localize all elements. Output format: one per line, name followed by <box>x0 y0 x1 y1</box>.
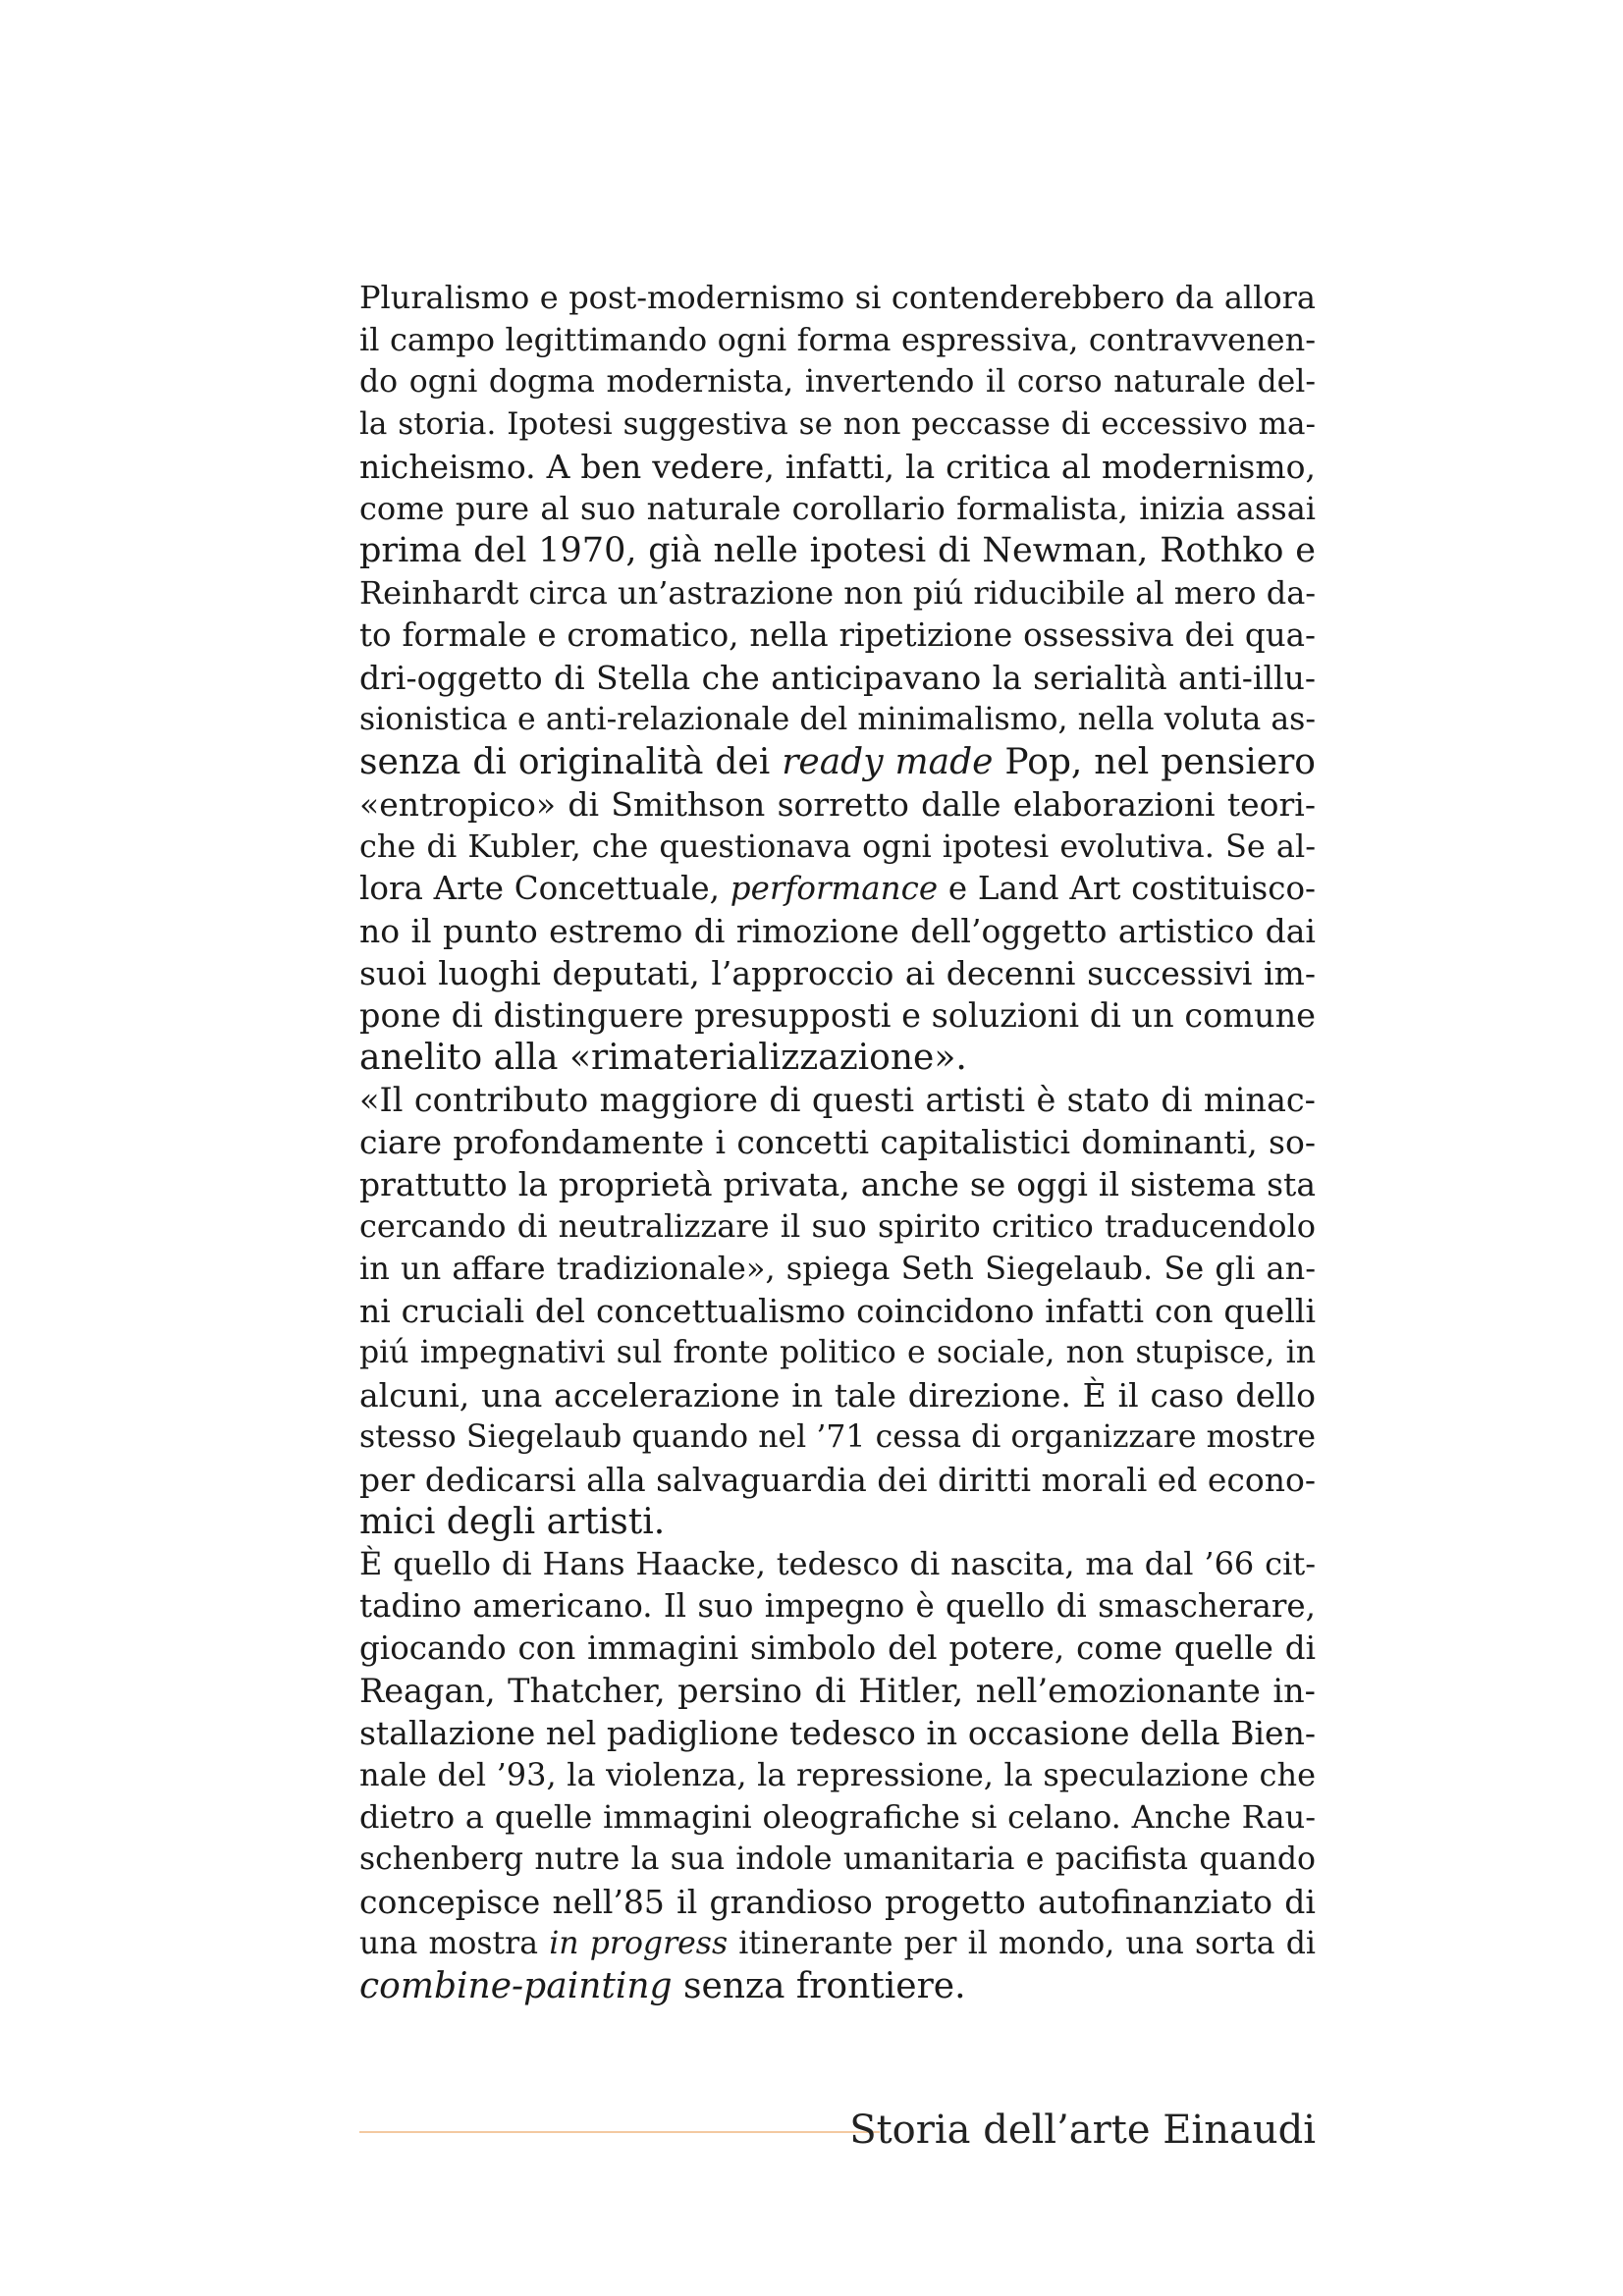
text-line <box>359 1416 1316 1459</box>
italic-term: ready made <box>782 742 994 782</box>
text-line <box>359 826 1316 868</box>
text-segment: lora Arte Concettuale, <box>359 870 730 907</box>
text-segment: e Land Art costituisco- <box>938 870 1316 907</box>
text-segment: no il punto estremo di rimozione dell’oggetto artistico dai <box>359 912 1316 950</box>
text-segment: suoi luoghi deputati, l’approccio ai decenni successivi im- <box>359 954 1316 992</box>
text-line <box>359 657 1316 699</box>
text-segment: stallazione nel padiglione tedesco in occasione della Bien- <box>359 1714 1316 1752</box>
text-segment: prattutto la proprietà privata, anche se oggi il sistema sta <box>359 1165 1316 1203</box>
text-line <box>359 1965 1316 2007</box>
text-segment: che di Kubler, che questionava ogni ipotesi evolutiva. Se al- <box>359 828 1316 865</box>
text-line <box>359 1712 1316 1754</box>
text-line <box>359 1332 1316 1374</box>
text-line <box>359 361 1316 403</box>
text-line <box>359 699 1316 741</box>
text-line <box>359 783 1316 826</box>
text-line <box>359 1121 1316 1163</box>
text-segment: giocando con immagini simbolo del potere, come quelle di <box>359 1629 1316 1667</box>
text-line <box>359 952 1316 994</box>
text-segment: ciare profondamente i concetti capitalistici dominanti, so- <box>359 1123 1316 1161</box>
text-segment: tadino americano. Il suo impegno è quello di smascherare, <box>359 1587 1316 1625</box>
text-line <box>359 1079 1316 1121</box>
page-footer <box>359 2101 1316 2160</box>
text-segment: Reinhardt circa un’astrazione non piú riducibile al mero da- <box>359 574 1317 612</box>
text-segment: schenberg nutre la sua indole umanitaria e pacifista quando <box>359 1842 1316 1877</box>
text-segment: È quello di Hans Haacke, tedesco di nascita, ma dal ’66 cit- <box>359 1545 1316 1582</box>
text-line <box>359 277 1316 319</box>
text-line <box>359 1585 1316 1628</box>
text-segment: il campo legittimando ogni forma espressiva, contravvenen- <box>359 321 1316 358</box>
text-line <box>359 1290 1316 1332</box>
text-segment: «Il contributo maggiore di questi artisti è stato di minac- <box>359 1081 1316 1119</box>
text-line <box>359 910 1316 952</box>
text-segment: prima del 1970, già nelle ipotesi di Newman, Rothko e <box>359 531 1316 570</box>
text-segment: Pop, nel pensiero <box>993 742 1316 782</box>
italic-term: combine-painting <box>359 1966 673 2006</box>
text-segment: stesso Siegelaub quando nel ’71 cessa di organizzare mostre <box>359 1419 1316 1455</box>
text-line <box>359 488 1316 530</box>
text-line <box>359 1628 1316 1670</box>
text-segment: la storia. Ipotesi suggestiva se non peccasse di eccessivo ma- <box>359 406 1316 442</box>
text-line <box>359 1670 1316 1712</box>
text-segment: Reagan, Thatcher, persino di Hitler, nell’emozionante in- <box>359 1672 1316 1710</box>
text-segment: ni cruciali del concettualismo coincidono infatti con quelli <box>359 1292 1316 1330</box>
text-line <box>359 868 1316 910</box>
text-segment: piú impegnativi sul fronte politico e sociale, non stupisce, in <box>359 1335 1316 1370</box>
text-segment: una mostra <box>359 1926 550 1961</box>
footer-rule <box>359 2131 880 2133</box>
text-line <box>359 319 1316 361</box>
text-line <box>359 1543 1316 1585</box>
text-segment: pone di distinguere presupposti e soluzioni di un comune <box>359 996 1316 1035</box>
text-segment: nale del ’93, la violenza, la repressione, la speculazione che <box>359 1756 1316 1793</box>
text-line <box>359 1248 1316 1290</box>
text-line <box>359 1501 1316 1543</box>
text-line <box>359 1374 1316 1416</box>
text-segment: per dedicarsi alla salvaguardia dei diritti morali ed econo- <box>359 1461 1317 1499</box>
text-segment: nicheismo. A ben vedere, infatti, la critica al modernismo, <box>359 448 1316 486</box>
text-line <box>359 614 1316 657</box>
text-line <box>359 1037 1316 1079</box>
text-line <box>359 403 1316 446</box>
text-segment: sionistica e anti-relazionale del minimalismo, nella voluta as- <box>359 702 1316 737</box>
text-line <box>359 1205 1316 1248</box>
text-line <box>359 1923 1316 1965</box>
text-line <box>359 741 1316 783</box>
text-line <box>359 1796 1316 1839</box>
text-line <box>359 1881 1316 1923</box>
text-segment: concepisce nell’85 il grandioso progetto autofinanziato di <box>359 1883 1316 1921</box>
text-line <box>359 1754 1316 1796</box>
text-line <box>359 1459 1316 1501</box>
text-segment: cercando di neutralizzare il suo spirito critico traducendolo <box>359 1207 1316 1245</box>
text-segment: «entropico» di Smithson sorretto dalle elaborazioni teori- <box>359 785 1316 824</box>
body-text <box>359 277 1316 2007</box>
text-line <box>359 994 1316 1037</box>
text-line <box>359 446 1316 488</box>
italic-term: performance <box>730 870 939 907</box>
text-segment: in un affare tradizionale», spiega Seth Siegelaub. Se gli an- <box>359 1250 1316 1287</box>
text-segment: anelito alla «rimaterializzazione». <box>359 1038 967 1078</box>
text-segment: to formale e cromatico, nella ripetizione ossessiva dei qua- <box>359 616 1316 654</box>
text-segment: do ogni dogma modernista, invertendo il corso naturale del- <box>359 364 1316 400</box>
italic-term: in progress <box>549 1926 729 1961</box>
text-line <box>359 1839 1316 1881</box>
text-segment: come pure al suo naturale corollario formalista, inizia assai <box>359 490 1316 527</box>
text-line <box>359 1163 1316 1205</box>
text-line <box>359 530 1316 572</box>
text-segment: senza frontiere. <box>672 1966 966 2006</box>
text-segment: dri-oggetto di Stella che anticipavano la serialità anti-illu- <box>359 659 1316 697</box>
footer-title: Storia dell’arte Einaudi <box>849 2108 1316 2153</box>
text-line <box>359 572 1316 614</box>
text-segment: itinerante per il mondo, una sorta di <box>728 1926 1316 1961</box>
text-segment: mici degli artisti. <box>359 1502 666 1542</box>
text-segment: senza di originalità dei <box>359 742 783 782</box>
text-segment: Pluralismo e post-modernismo si contenderebbero da allora <box>359 279 1316 316</box>
text-segment: alcuni, una accelerazione in tale direzione. È il caso dello <box>359 1376 1316 1415</box>
text-segment: dietro a quelle immagini oleografiche si celano. Anche Rau- <box>359 1798 1316 1836</box>
